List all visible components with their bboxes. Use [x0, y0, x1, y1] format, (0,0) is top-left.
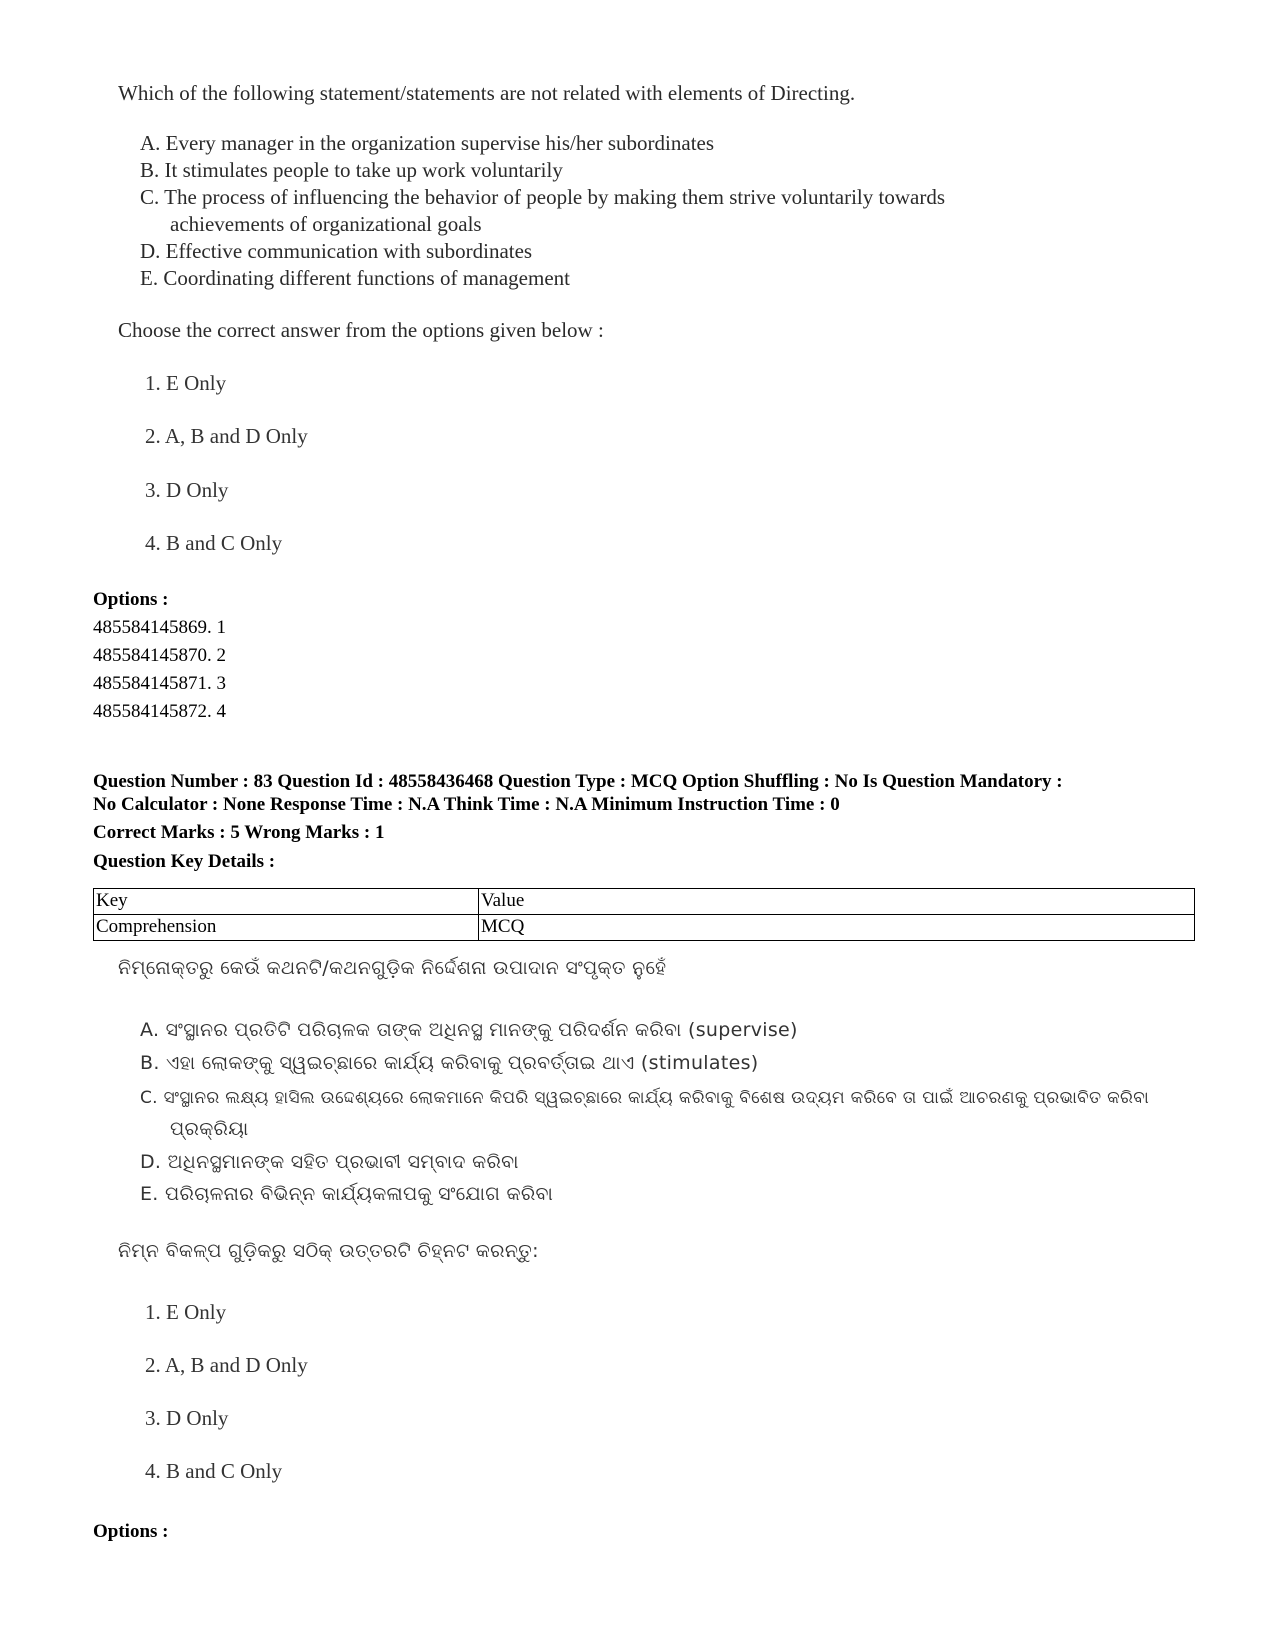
q83-choice-4: 4. B and C Only — [145, 1459, 283, 1483]
q82-statement-a: A. Every manager in the organization supervise his/her subordinates — [140, 131, 715, 155]
q82-statement-e: E. Coordinating different functions of management — [140, 266, 570, 290]
q83-statement-d: D. ଅଧିନସ୍ଥମାନଙ୍କ ସହିତ ପ୍ରଭାବୀ ସମ୍ବାଦ କରିବା — [140, 1151, 519, 1173]
q82-choice-2: 2. A, B and D Only — [145, 424, 308, 448]
q82-option-2: 485584145870. 2 — [93, 645, 226, 666]
q82-option-4: 485584145872. 4 — [93, 701, 226, 722]
q83-choice-3: 3. D Only — [145, 1406, 229, 1430]
table-header-key: Key — [94, 889, 479, 915]
q83-meta-line1: Question Number : 83 Question Id : 48558436468 Question Type : MCQ Option Shuffling : No Is Question Mandatory : — [93, 771, 1063, 792]
q82-stem: Which of the following statement/statements are not related with elements of Directing. — [118, 81, 856, 105]
q83-choose-prompt-odia: ନିମ୍ନ ବିକଳ୍ପ ଗୁଡ଼ିକରୁ ସଠିକ୍ ଉତ୍ତରଟି ଚିହ୍ନଟ କରନ୍ତୁ: — [118, 1240, 539, 1262]
q83-options-label: Options : — [93, 1521, 169, 1542]
table-cell-value: MCQ — [479, 915, 1195, 941]
q83-statement-e: E. ପରିଚାଳନାର ବିଭିନ୍ନ କାର୍ଯ୍ୟକଳାପକୁ ସଂଯୋଗ କରିବା — [140, 1183, 554, 1205]
q83-choice-1: 1. E Only — [145, 1300, 227, 1324]
q83-stem-odia: ନିମ୍ନୋକ୍ତରୁ କେଉଁ କଥନଟି/କଥନଗୁଡ଼ିକ ନିର୍ଦ୍ଦେଶନା ଉପାଦାନ ସଂପୃକ୍ତ ନୁହେଁ — [118, 957, 667, 979]
q82-choice-3: 3. D Only — [145, 478, 229, 502]
q83-statement-c: C. ସଂସ୍ଥାନର ଲକ୍ଷ୍ୟ ହାସିଲ ଉଦ୍ଦେଶ୍ୟରେ ଲୋକମାନେ କିପରି ସ୍ୱଇଚ୍ଛାରେ କାର୍ଯ୍ୟ କରିବାକୁ ବିଶେଷ ଉଦ୍ୟମ କରିବେ ତା ପାଇଁ ଆଚରଣକୁ ପ୍ରଭାବିତ କରିବା — [140, 1088, 1149, 1108]
q82-option-1: 485584145869. 1 — [93, 617, 226, 638]
q83-key-details-label: Question Key Details : — [93, 851, 276, 872]
q82-statement-c: C. The process of influencing the behavior of people by making them strive voluntarily towards — [140, 185, 946, 209]
q83-meta-line2: No Calculator : None Response Time : N.A Think Time : N.A Minimum Instruction Time : 0 — [93, 794, 840, 815]
q83-key-details-table — [93, 888, 1195, 941]
q83-statement-b: B. ଏହା ଲୋକଙ୍କୁ ସ୍ୱଇଚ୍ଛାରେ କାର୍ଯ୍ୟ କରିବାକୁ ପ୍ରବର୍ତ୍ତାଇ ଥାଏ (stimulates) — [140, 1052, 759, 1074]
q82-statement-c-cont: achievements of organizational goals — [170, 212, 482, 236]
table-row — [94, 915, 1195, 941]
table-header-value: Value — [479, 889, 1195, 915]
table-cell-key: Comprehension — [94, 915, 479, 941]
q82-statement-d: D. Effective communication with subordinates — [140, 239, 533, 263]
table-header-row — [94, 889, 1195, 915]
q83-statement-a: A. ସଂସ୍ଥାନର ପ୍ରତିଟି ପରିଚାଳକ ତାଙ୍କ ଅଧିନସ୍ଥ ମାନଙ୍କୁ ପରିଦର୍ଶନ କରିବା (supervise) — [140, 1019, 798, 1041]
q82-statement-b: B. It stimulates people to take up work voluntarily — [140, 158, 563, 182]
q82-options-label: Options : — [93, 589, 169, 610]
q83-marks: Correct Marks : 5 Wrong Marks : 1 — [93, 822, 385, 843]
q82-choice-4: 4. B and C Only — [145, 531, 283, 555]
q83-choice-2: 2. A, B and D Only — [145, 1353, 308, 1377]
q83-meta — [93, 770, 1203, 816]
q82-choice-1: 1. E Only — [145, 371, 227, 395]
q83-statement-c-cont: ପ୍ରକ୍ରିୟା — [170, 1118, 249, 1140]
q82-choose-prompt: Choose the correct answer from the options given below : — [118, 318, 604, 342]
q82-option-3: 485584145871. 3 — [93, 673, 226, 694]
